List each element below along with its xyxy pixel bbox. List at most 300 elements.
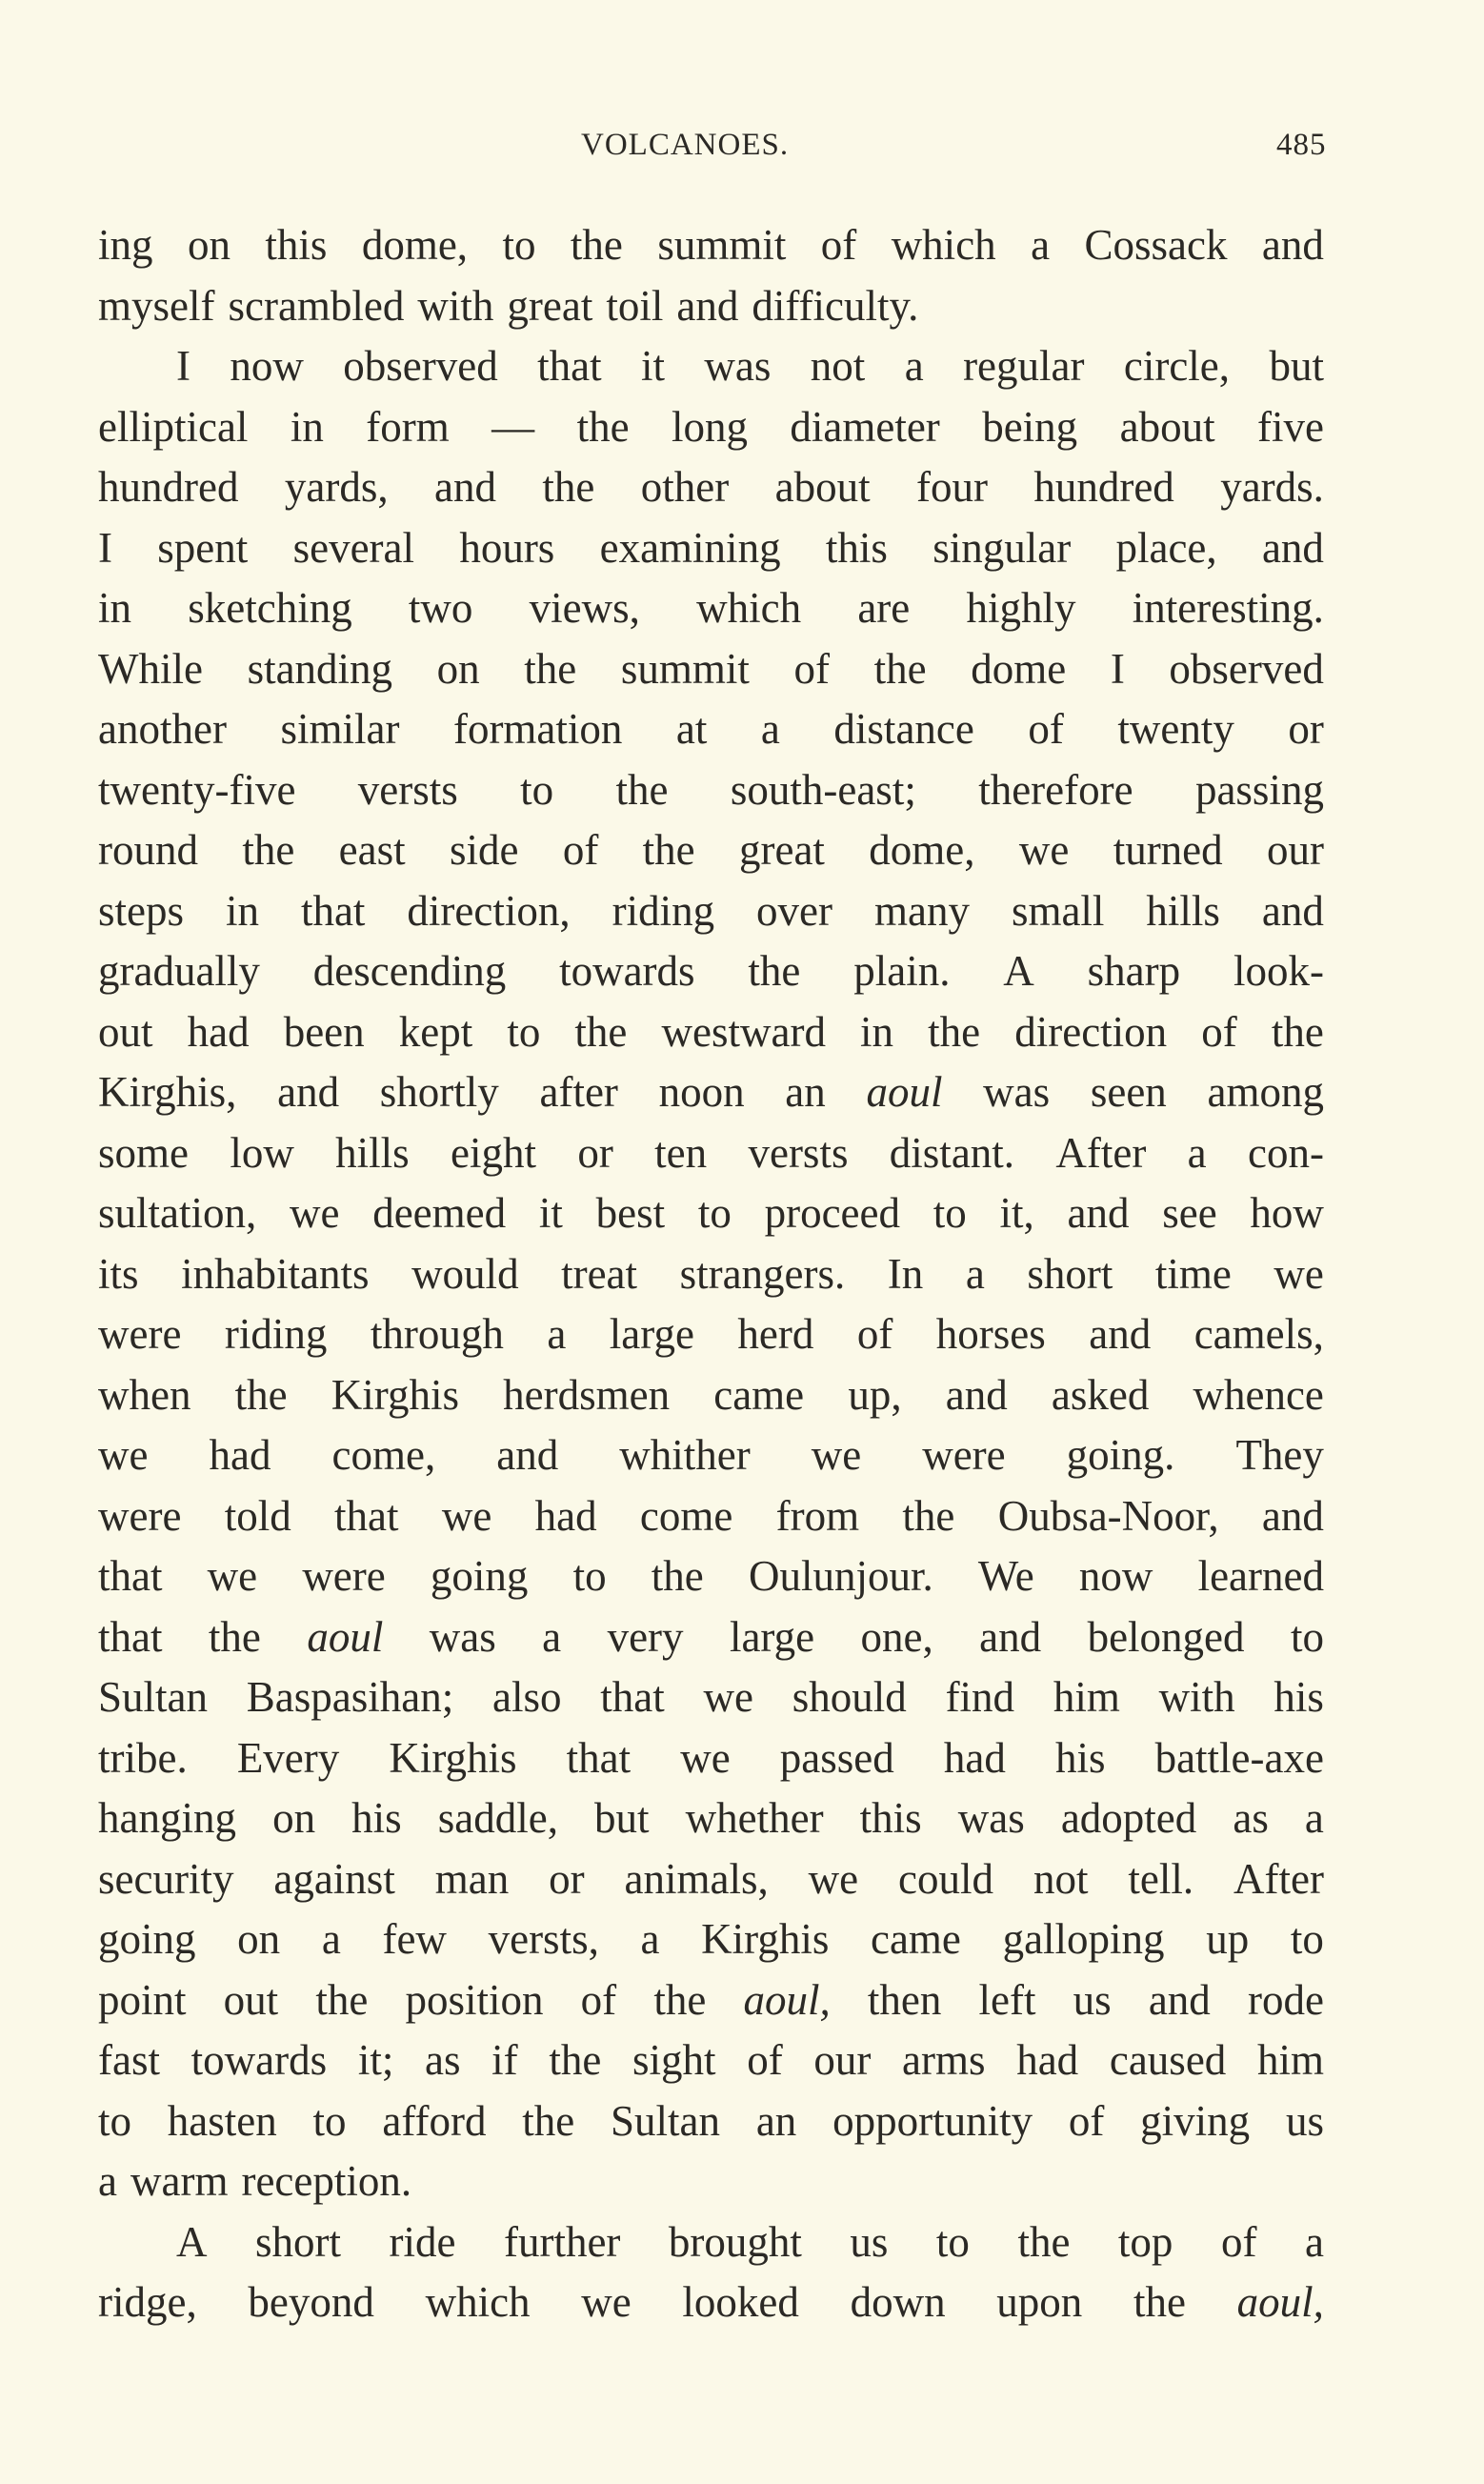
word: They bbox=[1235, 1431, 1324, 1479]
word: and bbox=[945, 1370, 1008, 1419]
word: not bbox=[810, 342, 866, 390]
word: ridge, bbox=[98, 2278, 197, 2326]
word: when bbox=[98, 1370, 191, 1419]
word: diameter bbox=[790, 402, 940, 451]
word: ride bbox=[389, 2217, 456, 2266]
word: which bbox=[425, 2278, 531, 2326]
word: Oulunjour. bbox=[748, 1552, 933, 1600]
word: we bbox=[808, 1854, 859, 1903]
word: a bbox=[1304, 1794, 1324, 1842]
word: direction, bbox=[407, 886, 571, 935]
word: a bbox=[321, 1915, 341, 1963]
word: round bbox=[98, 826, 198, 874]
word: hills bbox=[335, 1128, 410, 1177]
word: sultation, bbox=[98, 1189, 257, 1237]
word: his bbox=[351, 1794, 402, 1842]
word: passed bbox=[779, 1733, 894, 1782]
word: this bbox=[265, 221, 328, 269]
word: arms bbox=[902, 2036, 986, 2084]
word: ten bbox=[654, 1128, 708, 1177]
word: versts, bbox=[488, 1915, 599, 1963]
word: plain. bbox=[853, 947, 951, 995]
text-line bbox=[98, 336, 1324, 396]
word: and bbox=[433, 463, 496, 511]
word: aoul bbox=[866, 1068, 943, 1116]
word: an bbox=[785, 1068, 826, 1116]
word: at bbox=[675, 705, 708, 753]
word: similar bbox=[280, 705, 400, 753]
text-line bbox=[98, 1728, 1324, 1788]
text-line bbox=[98, 2091, 1324, 2151]
word: of bbox=[580, 1975, 617, 2024]
text-line bbox=[98, 1546, 1324, 1606]
text-line bbox=[98, 457, 1324, 517]
word: the bbox=[208, 1612, 261, 1661]
word: came bbox=[870, 1915, 961, 1963]
word: should bbox=[792, 1673, 907, 1721]
word: adopted bbox=[1060, 1794, 1197, 1842]
word: on bbox=[237, 1915, 281, 1963]
word: Kirghis bbox=[331, 1370, 459, 1419]
word: the bbox=[542, 463, 595, 511]
word: belonged bbox=[1087, 1612, 1245, 1661]
word: were bbox=[922, 1431, 1006, 1479]
word: this bbox=[859, 1794, 922, 1842]
word: come, bbox=[331, 1431, 436, 1479]
text-line bbox=[98, 1304, 1324, 1364]
word: going. bbox=[1066, 1431, 1175, 1479]
word: spent bbox=[157, 523, 249, 572]
word: descending bbox=[312, 947, 507, 995]
word: find bbox=[945, 1673, 1015, 1721]
word: are bbox=[857, 584, 911, 632]
word: Kirghis bbox=[389, 1733, 517, 1782]
word: security bbox=[98, 1854, 234, 1903]
word: rode bbox=[1247, 1975, 1324, 2024]
text-line bbox=[98, 1788, 1324, 1848]
word: inhabitants bbox=[181, 1249, 370, 1298]
word: standing bbox=[247, 644, 393, 693]
word: were bbox=[98, 1310, 182, 1358]
word: and bbox=[496, 1431, 559, 1479]
word: beyond bbox=[248, 2278, 374, 2326]
word: hours bbox=[459, 523, 555, 572]
word: large bbox=[729, 1612, 815, 1661]
word: afford bbox=[382, 2096, 487, 2145]
word: which bbox=[891, 221, 996, 269]
word: shortly bbox=[379, 1068, 499, 1116]
word: aoul bbox=[307, 1612, 384, 1661]
word: formation bbox=[452, 705, 623, 753]
word: we bbox=[581, 2278, 632, 2326]
word: south-east; bbox=[730, 765, 916, 814]
word: if bbox=[491, 2036, 518, 2084]
word: it; bbox=[357, 2036, 394, 2084]
word: in bbox=[98, 584, 132, 632]
word: gradually bbox=[98, 947, 260, 995]
word: toil bbox=[606, 281, 664, 330]
word: to bbox=[312, 2096, 347, 2145]
text-line bbox=[98, 639, 1324, 699]
word: further bbox=[503, 2217, 621, 2266]
word: to bbox=[520, 765, 554, 814]
word: place, bbox=[1115, 523, 1217, 572]
word: caused bbox=[1109, 2036, 1227, 2084]
word: riding bbox=[224, 1310, 328, 1358]
word: that bbox=[566, 1733, 632, 1782]
text-line bbox=[98, 760, 1324, 820]
word: camels, bbox=[1193, 1310, 1324, 1358]
word: the bbox=[315, 1975, 369, 2024]
text-line bbox=[98, 1123, 1324, 1183]
word: twenty-five bbox=[98, 765, 296, 814]
word: Oubsa-Noor, bbox=[997, 1491, 1219, 1540]
word: man bbox=[434, 1854, 510, 1903]
word: the bbox=[549, 2036, 602, 2084]
word: highly bbox=[966, 584, 1076, 632]
word: now bbox=[230, 342, 304, 390]
word: had bbox=[187, 1007, 250, 1056]
word: him bbox=[1053, 1673, 1120, 1721]
word: form bbox=[366, 402, 450, 451]
word: out bbox=[223, 1975, 279, 2024]
word: a bbox=[547, 1310, 567, 1358]
word: kept bbox=[398, 1007, 473, 1056]
word: horses bbox=[935, 1310, 1046, 1358]
word: opportunity bbox=[832, 2096, 1033, 2145]
word: had bbox=[943, 1733, 1006, 1782]
word: I bbox=[176, 342, 191, 390]
word: from bbox=[775, 1491, 860, 1540]
word: been bbox=[283, 1007, 365, 1056]
word: among bbox=[1207, 1068, 1324, 1116]
word: his bbox=[1054, 1733, 1106, 1782]
word: looked bbox=[682, 2278, 799, 2326]
word: aoul, bbox=[743, 1975, 831, 2024]
word: up, bbox=[848, 1370, 902, 1419]
word: twenty bbox=[1117, 705, 1234, 753]
word: look- bbox=[1233, 947, 1324, 995]
text-line bbox=[98, 215, 1324, 275]
word: some bbox=[98, 1128, 189, 1177]
word: we bbox=[441, 1491, 492, 1540]
text-line bbox=[98, 2212, 1324, 2272]
word: examining bbox=[599, 523, 781, 572]
word: Cossack bbox=[1084, 221, 1228, 269]
word: as bbox=[425, 2036, 461, 2084]
word: observed bbox=[343, 342, 498, 390]
word: him bbox=[1256, 2036, 1324, 2084]
word: with bbox=[417, 281, 494, 330]
word: not bbox=[1033, 1854, 1089, 1903]
word: After bbox=[1233, 1854, 1324, 1903]
word: great bbox=[739, 826, 825, 874]
word: of bbox=[1028, 705, 1064, 753]
word: and bbox=[1089, 1310, 1152, 1358]
word: but bbox=[1269, 342, 1324, 390]
word: we bbox=[289, 1189, 340, 1237]
word: after bbox=[539, 1068, 618, 1116]
word: hasten bbox=[167, 2096, 277, 2145]
word: large bbox=[609, 1310, 694, 1358]
word: this bbox=[825, 523, 888, 572]
word: saddle, bbox=[437, 1794, 558, 1842]
word: the bbox=[642, 826, 695, 874]
word: would bbox=[411, 1249, 519, 1298]
word: whence bbox=[1193, 1370, 1324, 1419]
text-line bbox=[98, 1002, 1324, 1062]
word: with bbox=[1158, 1673, 1235, 1721]
word: hills bbox=[1146, 886, 1220, 935]
word: that bbox=[537, 342, 602, 390]
word: I bbox=[1110, 644, 1125, 693]
word: the bbox=[902, 1491, 955, 1540]
text-line bbox=[98, 276, 1324, 336]
word: about bbox=[774, 463, 871, 511]
word: of bbox=[1068, 2096, 1105, 2145]
word: summit bbox=[657, 221, 787, 269]
word: the bbox=[928, 1007, 981, 1056]
word: was bbox=[983, 1068, 1051, 1116]
word: sight bbox=[632, 2036, 716, 2084]
word: a bbox=[1031, 221, 1051, 269]
word: a bbox=[760, 705, 780, 753]
word: the bbox=[522, 2096, 575, 2145]
word: also bbox=[492, 1673, 562, 1721]
word: in bbox=[860, 1007, 894, 1056]
word: or bbox=[1288, 705, 1324, 753]
word: it bbox=[641, 342, 666, 390]
word: on bbox=[272, 1794, 316, 1842]
word: now bbox=[1078, 1552, 1153, 1600]
word: come bbox=[639, 1491, 733, 1540]
word: of bbox=[856, 1310, 893, 1358]
word: best bbox=[595, 1189, 666, 1237]
text-line bbox=[98, 941, 1324, 1001]
word: versts bbox=[748, 1128, 849, 1177]
word: reception. bbox=[241, 2157, 412, 2205]
word: tribe. bbox=[98, 1733, 188, 1782]
word: tell. bbox=[1128, 1854, 1194, 1903]
word: going bbox=[430, 1552, 529, 1600]
word: could bbox=[898, 1854, 994, 1903]
word: ing bbox=[98, 221, 153, 269]
word: noon bbox=[658, 1068, 745, 1116]
word: a bbox=[98, 2157, 117, 2205]
word: top bbox=[1117, 2217, 1173, 2266]
word: short bbox=[255, 2217, 341, 2266]
word: of bbox=[562, 826, 599, 874]
word: many bbox=[873, 886, 970, 935]
word: singular bbox=[933, 523, 1072, 572]
word: towards bbox=[191, 2036, 328, 2084]
word: as bbox=[1233, 1794, 1269, 1842]
word: us bbox=[850, 2217, 889, 2266]
word: of bbox=[793, 644, 831, 693]
word: riding bbox=[612, 886, 715, 935]
word: up bbox=[1206, 1915, 1250, 1963]
word: in bbox=[225, 886, 259, 935]
word: dome, bbox=[361, 221, 469, 269]
word: east bbox=[338, 826, 406, 874]
word: to bbox=[98, 2096, 132, 2145]
word: In bbox=[887, 1249, 924, 1298]
text-line bbox=[98, 1486, 1324, 1546]
text-line bbox=[98, 820, 1324, 880]
word: great bbox=[507, 281, 593, 330]
word: that bbox=[98, 1552, 163, 1600]
page-number: 485 bbox=[1276, 128, 1327, 162]
word: A bbox=[176, 2217, 208, 2266]
word: whether bbox=[685, 1794, 824, 1842]
word: turned bbox=[1113, 826, 1223, 874]
text-line bbox=[98, 1909, 1324, 1969]
word: we bbox=[680, 1733, 731, 1782]
word: yards. bbox=[1220, 463, 1324, 511]
word: we bbox=[1273, 1249, 1324, 1298]
word: dome, bbox=[869, 826, 975, 874]
word: sketching bbox=[188, 584, 352, 632]
word: that bbox=[600, 1673, 665, 1721]
word: we bbox=[98, 1431, 149, 1479]
word: brought bbox=[668, 2217, 802, 2266]
word: being bbox=[982, 402, 1078, 451]
word: had bbox=[534, 1491, 597, 1540]
word: proceed bbox=[764, 1189, 900, 1237]
word: long bbox=[671, 402, 748, 451]
word: whither bbox=[619, 1431, 751, 1479]
word: of bbox=[1220, 2217, 1257, 2266]
text-line bbox=[98, 2030, 1324, 2090]
word: con- bbox=[1247, 1128, 1324, 1177]
word: to bbox=[502, 221, 536, 269]
text-line bbox=[98, 1062, 1324, 1122]
word: a bbox=[542, 1612, 562, 1661]
word: told bbox=[224, 1491, 291, 1540]
word: to bbox=[935, 2217, 970, 2266]
word: position bbox=[405, 1975, 544, 2024]
word: we bbox=[207, 1552, 258, 1600]
word: to bbox=[697, 1189, 732, 1237]
word: the bbox=[1271, 1007, 1324, 1056]
word: and bbox=[1261, 886, 1324, 935]
word: yards, bbox=[284, 463, 389, 511]
word: scrambled bbox=[228, 281, 405, 330]
word: low bbox=[230, 1128, 294, 1177]
word: hanging bbox=[98, 1794, 236, 1842]
word: of bbox=[747, 2036, 783, 2084]
word: was bbox=[704, 342, 772, 390]
word: out bbox=[98, 1007, 153, 1056]
text-line bbox=[98, 1849, 1324, 1909]
word: to bbox=[507, 1007, 541, 1056]
word: us bbox=[1073, 1975, 1112, 2024]
word: versts bbox=[357, 765, 458, 814]
word: his bbox=[1273, 1673, 1324, 1721]
word: but bbox=[594, 1794, 650, 1842]
word: galloping bbox=[1002, 1915, 1165, 1963]
word: that bbox=[98, 1612, 163, 1661]
text-line bbox=[98, 1183, 1324, 1243]
word: westward bbox=[661, 1007, 826, 1056]
word: a bbox=[904, 342, 924, 390]
word: herd bbox=[737, 1310, 814, 1358]
word: to bbox=[1290, 1612, 1324, 1661]
text-line bbox=[98, 1425, 1324, 1485]
word: eight bbox=[451, 1128, 536, 1177]
word: through bbox=[370, 1310, 504, 1358]
word: We bbox=[977, 1552, 1034, 1600]
word: down bbox=[850, 2278, 946, 2326]
word: or bbox=[549, 1854, 585, 1903]
word: against bbox=[273, 1854, 395, 1903]
word: hundred bbox=[98, 463, 239, 511]
word: we bbox=[1018, 826, 1070, 874]
word: the bbox=[1017, 2217, 1071, 2266]
word: observed bbox=[1169, 644, 1324, 693]
word: how bbox=[1250, 1189, 1324, 1237]
word: us bbox=[1285, 2096, 1324, 2145]
word: treat bbox=[561, 1249, 638, 1298]
word: were bbox=[98, 1491, 182, 1540]
word: battle-axe bbox=[1154, 1733, 1324, 1782]
word: of bbox=[1201, 1007, 1237, 1056]
word: myself bbox=[98, 281, 215, 330]
word: and bbox=[1261, 1491, 1324, 1540]
text-line bbox=[98, 881, 1324, 941]
word: had bbox=[209, 1431, 271, 1479]
word: the bbox=[873, 644, 927, 693]
word: herdsmen bbox=[503, 1370, 671, 1419]
word: the bbox=[574, 1007, 628, 1056]
word: the bbox=[524, 644, 577, 693]
word: animals, bbox=[624, 1854, 769, 1903]
word: asked bbox=[1051, 1370, 1150, 1419]
word: Every bbox=[236, 1733, 340, 1782]
word: — bbox=[491, 402, 535, 451]
word: summit bbox=[620, 644, 750, 693]
word: sharp bbox=[1087, 947, 1181, 995]
word: and bbox=[979, 1612, 1042, 1661]
word: on bbox=[187, 221, 231, 269]
text-line bbox=[98, 1607, 1324, 1667]
word: A bbox=[1003, 947, 1034, 995]
word: on bbox=[436, 644, 480, 693]
word: several bbox=[292, 523, 415, 572]
word: our bbox=[1267, 826, 1324, 874]
word: steps bbox=[98, 886, 184, 935]
text-line bbox=[98, 1970, 1324, 2030]
word: the bbox=[234, 1370, 288, 1419]
word: then bbox=[867, 1975, 942, 2024]
word: going bbox=[98, 1915, 196, 1963]
word: learned bbox=[1197, 1552, 1324, 1600]
word: it, bbox=[999, 1189, 1034, 1237]
word: While bbox=[98, 644, 203, 693]
word: a bbox=[965, 1249, 985, 1298]
word: warm bbox=[130, 2157, 229, 2205]
word: to bbox=[933, 1189, 967, 1237]
word: circle, bbox=[1123, 342, 1231, 390]
word: passing bbox=[1194, 765, 1324, 814]
word: the bbox=[651, 1552, 704, 1600]
word: seen bbox=[1090, 1068, 1167, 1116]
word: Sultan bbox=[611, 2096, 721, 2145]
text-line bbox=[98, 1667, 1324, 1727]
word: towards bbox=[559, 947, 695, 995]
text-line bbox=[98, 397, 1324, 457]
word: one, bbox=[860, 1612, 933, 1661]
